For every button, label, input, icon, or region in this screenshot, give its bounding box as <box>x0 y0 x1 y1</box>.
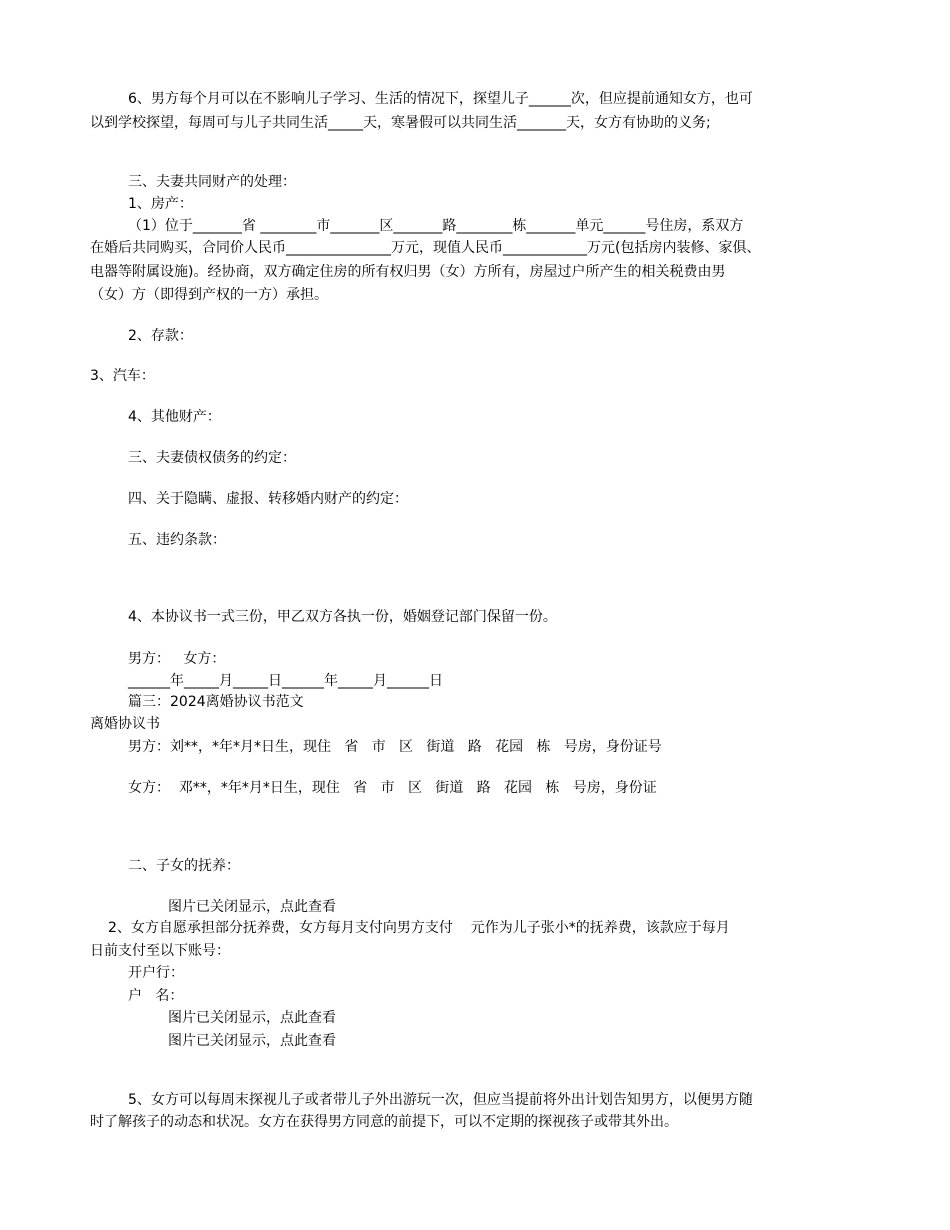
section-heading-hidden-assets: 四、关于隐瞒、虚报、转移婚内财产的约定： <box>128 491 408 507</box>
house-line-3: 电器等附属设施)。经协商，双方确定住房的所有权归男（女）方所有，房屋过户所产生的相关税费由男 <box>90 264 726 280</box>
image-placeholder-link-1[interactable]: 图片已关闭显示，点此查看 <box>168 899 336 915</box>
section-heading-debt: 三、夫妻债权债务的约定： <box>128 450 296 466</box>
woman-info: 女方： 邓**，*年*月*日生，现住 省 市 区 街道 路 花园 栋 号房，身份证 <box>128 780 657 796</box>
copies-clause: 4、本协议书一式三份，甲乙双方各执一份，婚姻登记部门保留一份。 <box>128 609 557 625</box>
section-heading-breach: 五、违约条款： <box>128 532 226 548</box>
house-line-2: 在婚后共同购买，合同价人民币_______________万元，现值人民币____________万元(包括房内装修、家俱、 <box>90 240 761 256</box>
house-line-1: （1）位于_______省 ________市_______区_______路________栋_______单元______号住房，系双方 <box>128 218 744 234</box>
part-three-heading: 篇三：2024离婚协议书范文 <box>128 694 304 710</box>
document-title: 离婚协议书 <box>90 716 160 732</box>
section-heading-child-custody: 二、子女的抚养： <box>128 858 240 874</box>
clause-6-line-1: 6、男方每个月可以在不影响儿子学习、生活的情况下，探望儿子______次，但应提前通知女方，也可 <box>128 91 753 107</box>
subheading-other-property: 4、其他财产： <box>128 409 221 425</box>
visit-clause-line-2: 时了解孩子的动态和状况。女方在获得男方同意的前提下，可以不定期的探视孩子或带其外出。 <box>90 1114 678 1130</box>
clause-6-line-2: 以到学校探望，每周可与儿子共同生活_____天，寒暑假可以共同生活_______天，女方有协助的义务; <box>90 115 711 131</box>
support-line-2: 日前支付至以下账号： <box>90 943 230 959</box>
image-placeholder-link-2[interactable]: 图片已关闭显示，点此查看 <box>168 1010 336 1026</box>
man-info: 男方：刘**，*年*月*日生，现住 省 市 区 街道 路 花园 栋 号房，身份证号 <box>128 739 662 755</box>
support-line-1: 2、女方自愿承担部分抚养费，女方每月支付向男方支付 元作为儿子张小*的抚养费，该款应于每月 <box>108 920 730 936</box>
house-line-4: （女）方（即得到产权的一方）承担。 <box>90 287 328 303</box>
visit-clause-line-1: 5、女方可以每周末探视儿子或者带儿子外出游玩一次，但应当提前将外出计划告知男方，以便男方随 <box>128 1092 753 1108</box>
subheading-car: 3、汽车： <box>90 368 155 384</box>
bank-label: 开户行： <box>128 965 184 981</box>
signature-line: 男方： 女方： <box>128 651 226 667</box>
subheading-deposit: 2、存款： <box>128 328 193 344</box>
image-placeholder-link-3[interactable]: 图片已关闭显示，点此查看 <box>168 1033 336 1049</box>
account-holder-label: 户 名： <box>128 988 184 1004</box>
section-heading-property: 三、夫妻共同财产的处理： <box>128 174 296 190</box>
date-line: ______年_____月_____日______年_____月______日 <box>128 673 443 689</box>
subheading-house: 1、房产： <box>128 196 193 212</box>
